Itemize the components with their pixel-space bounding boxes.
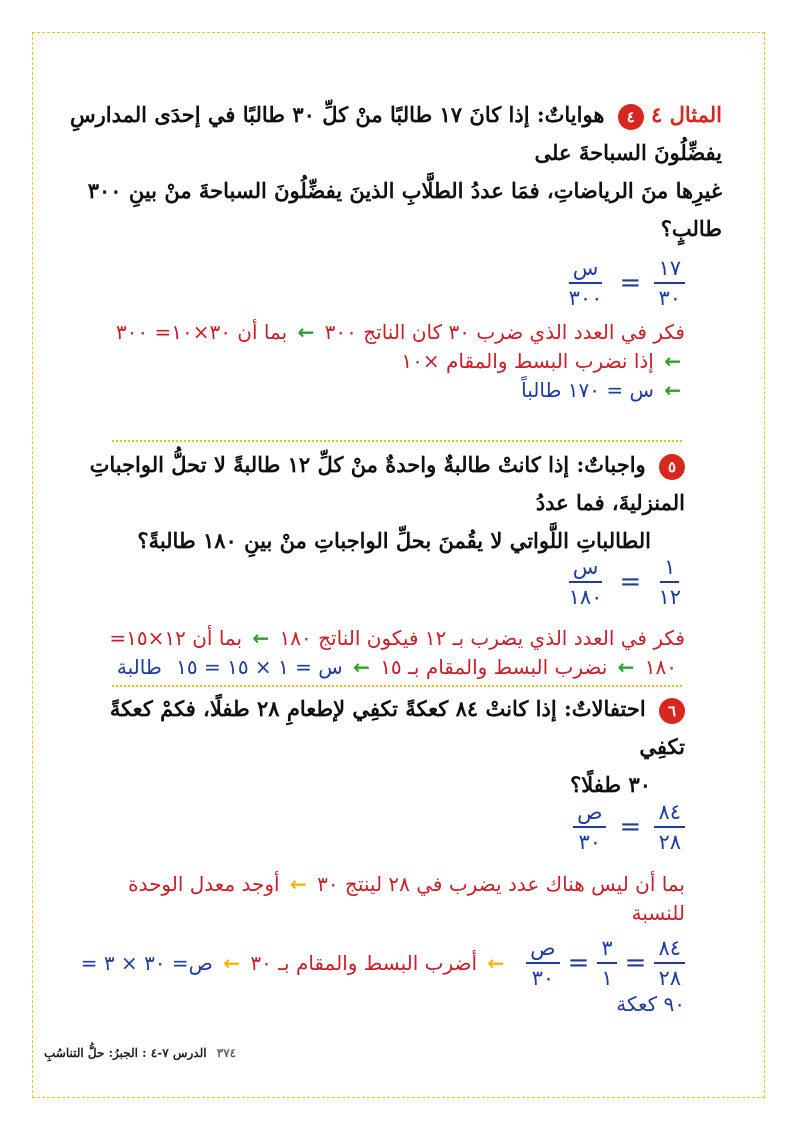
fraction-known: $\frac{٨٤}{٢٨}$ (654, 936, 685, 990)
arrow-icon: ← (252, 626, 270, 650)
solution-line: للنسبة (631, 901, 685, 925)
fraction-unknown: $\frac{\text{ص}}{٣٠}$ (573, 800, 606, 854)
arrow-icon: ← (664, 378, 681, 402)
example-6-answer: ٩٠ كعكة (616, 992, 685, 1016)
section-divider (112, 440, 682, 442)
example-6-line1 (85, 690, 685, 766)
solution-line: ← إذا نضرب البسط والمقام ×١٠ (401, 349, 681, 373)
example-5-line1 (85, 446, 685, 522)
section-divider (112, 685, 682, 687)
solution-line: ← أضرب البسط والمقام بـ ٣٠ ← ص= ٣٠ × ٣ = (80, 950, 505, 975)
problem-keyword: احتفالاتٌ: (564, 696, 646, 721)
solution-line: بما أن ليس هناك عدد يضرب في ٢٨ لينتج ٣٠ ← أوجد معدل الوحدة (128, 872, 685, 896)
example-6-solution-step (35, 936, 685, 990)
arrow-icon: ← (664, 349, 681, 373)
example-4-proportion (565, 256, 685, 310)
fraction-unit-rate: $\frac{٣}{١}$ (597, 936, 616, 990)
solution-line: فكر في العدد الذي يضرب بـ ١٢ فيكون الناتج ١٨٠ ← بما أن ١٢×١٥= (109, 626, 685, 650)
example-label: المثال ٤ (651, 102, 722, 127)
equals-sign: = (624, 948, 647, 978)
problem-text: إذا كانتْ ٨٤ كعكةً تكفِي لإطعامِ ٢٨ طفلًا، فكمْ كعكةً تكفِي (109, 696, 685, 759)
example-4-solution (85, 318, 685, 405)
solution-line: فكر في العدد الذي ضرب ٣٠ كان الناتج ٣٠٠ ← بما أن ٣٠×١٠= ٣٠٠ (115, 320, 685, 344)
example-6-proportion (573, 800, 685, 854)
example-5-proportion (565, 555, 685, 609)
example-6-solution-intro (125, 870, 685, 928)
fraction-known: $\frac{١٧}{٣٠}$ (654, 256, 685, 310)
arrow-icon: ← (289, 872, 307, 896)
fraction-unknown: $\frac{\text{ص}}{٣٠}$ (526, 936, 559, 990)
problem-text: إذا كانَ ١٧ طالبًا منْ كلِّ ٣٠ طالبًا في إحدَى المدارسِ يفضِّلُونَ السباحةَ على (70, 102, 722, 165)
page-footer (44, 1046, 236, 1060)
fraction-unknown: $\frac{\text{س}}{٣٠٠}$ (568, 256, 603, 310)
equals-sign: = (619, 812, 642, 842)
solution-line: ١٨٠ ← نضرب البسط والمقام بـ ١٥ ← س = ١ × ١٥ = ١٥ طالبة (116, 655, 677, 679)
question-number-badge: ٦ (659, 698, 685, 724)
example-5-problem (85, 446, 685, 560)
arrow-icon: ← (487, 950, 505, 975)
fraction-known: $\frac{١}{١٢}$ (658, 555, 681, 609)
equals-sign: = (619, 567, 642, 597)
page-number: ٣٧٤ (216, 1046, 237, 1060)
problem-text: إذا كانتْ طالبةٌ واحدةٌ منْ كلِّ ١٢ طالبةً لا تحلُّ الواجباتِ المنزليةَ، فما عددُ (89, 452, 685, 515)
question-number-badge: ٥ (659, 454, 685, 480)
example-4-problem (62, 96, 722, 248)
example-6-problem (85, 690, 685, 804)
example-6-line2: ٣٠ طفلًا؟ (570, 772, 651, 797)
fraction-known: $\frac{٨٤}{٢٨}$ (654, 800, 685, 854)
arrow-icon: ← (223, 950, 240, 975)
lesson-title: الدرس ٧-٤ : الجبرُ: حلُّ التناسُبِ (44, 1046, 207, 1060)
fraction-unknown: $\frac{\text{س}}{١٨٠}$ (568, 555, 603, 609)
solution-answer: ← س = ١٧٠ طالباً (521, 378, 681, 402)
question-number-badge: ٤ (618, 104, 644, 130)
arrow-icon: ← (297, 320, 315, 344)
example-5-line2: الطالباتِ اللَّواتي لا يقُمنَ بحلِّ الواجباتِ منْ بينِ ١٨٠ طالبةً؟ (137, 528, 651, 553)
equals-sign: = (567, 948, 590, 978)
example-5-solution (45, 624, 685, 682)
equals-sign: = (619, 268, 642, 298)
arrow-icon: ← (617, 655, 635, 679)
example-4-line2: غيرِها منَ الرياضاتِ، فمَا عددُ الطلَّابِ الذينَ يفضِّلُونَ السباحةَ منْ بينِ ٣٠٠ طالبٍ؟ (87, 178, 722, 241)
problem-keyword: هواياتٌ: (536, 102, 605, 127)
example-4-line1 (62, 96, 722, 172)
arrow-icon: ← (353, 655, 370, 679)
problem-keyword: واجباتٌ: (576, 452, 646, 477)
